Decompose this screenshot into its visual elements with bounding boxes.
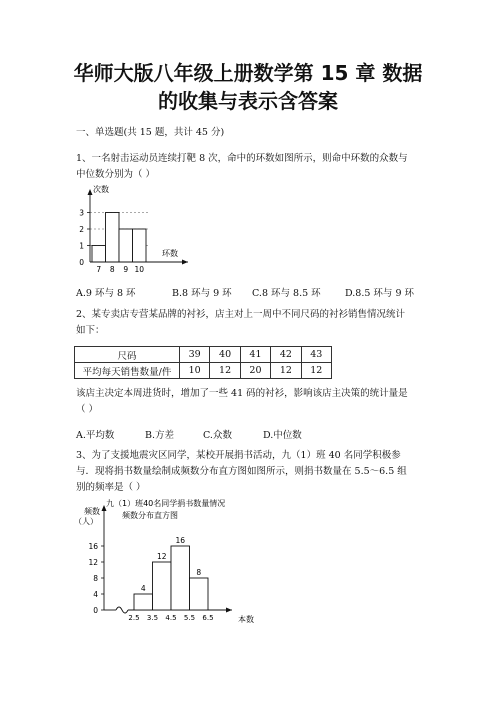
table-cell: 43 (301, 347, 331, 363)
bar (119, 229, 133, 262)
q1-bar-chart (66, 182, 196, 278)
y-tick-label: 0 (79, 258, 84, 267)
table-cell: 41 (240, 347, 270, 363)
bar-value-label: 16 (175, 536, 186, 545)
histogram-title-line1: 九（1）班40名同学捐书数量情况 (106, 499, 226, 508)
y-tick-label: 12 (88, 558, 98, 567)
y-axis-label: 频数 (84, 507, 100, 516)
table-cell: 12 (301, 363, 331, 379)
table-cell: 39 (180, 347, 210, 363)
table-cell: 平均每天销售数量/件 (75, 363, 180, 379)
y-tick-label: 16 (88, 542, 98, 551)
y-tick-label: 3 (79, 208, 84, 218)
q2-size-sales-table (74, 346, 332, 379)
q2-option-c[interactable]: C.众数 (203, 430, 232, 441)
q2-text-line2: 如下： (76, 325, 105, 336)
x-tick-label: 2.5 (128, 614, 140, 622)
table-cell: 20 (240, 363, 270, 379)
q1-text-line1: 1、一名射击运动员连续打靶 8 次，命中的环数如图所示，则命中环数的众数与 (76, 153, 408, 164)
q3-histogram (70, 494, 260, 628)
q1-option-d[interactable]: D.8.5 环与 9 环 (345, 288, 415, 299)
table-row (75, 363, 332, 379)
x-axis-label: 环数 (162, 249, 178, 258)
x-tick-label: 3.5 (146, 614, 159, 622)
bar (92, 246, 106, 263)
doc-title-line2: 的收集与表示含答案 (158, 89, 338, 113)
q3-text-line3: 别的频率是（ ） (76, 482, 146, 493)
y-axis-label: 次数 (93, 185, 109, 194)
q2-text-line1: 2、某专卖店专营某品牌的衬衫，店主对上一周中不同尺码的衬衫销售情况统计 (76, 309, 406, 320)
y-tick-label: 2 (79, 225, 84, 234)
x-axis-arrow (182, 260, 188, 265)
axis-break-mark (116, 607, 128, 613)
x-tick-label: 9 (123, 265, 129, 274)
table-cell: 12 (210, 363, 240, 379)
q3-text-line2: 与．现将捐书数量绘制成频数分布直方图如图所示，则捐书数量在 5.5～6.5 组 (76, 466, 407, 477)
q2-option-b[interactable]: B.方差 (145, 430, 175, 441)
q2-text-line4: （ ） (76, 404, 99, 415)
table-cell: 尺码 (75, 347, 180, 363)
y-tick-label: 0 (93, 606, 98, 615)
x-axis-label: 本数 (238, 615, 254, 624)
y-tick-label: 1 (79, 241, 84, 251)
table-cell: 40 (210, 347, 240, 363)
x-tick-label: 6.5 (202, 614, 214, 622)
histogram-bar (134, 594, 153, 610)
bar (106, 213, 120, 263)
histogram-bar (153, 562, 172, 610)
x-tick-label: 7 (96, 265, 102, 274)
x-tick-label: 4.5 (165, 614, 177, 622)
x-axis-arrow (226, 608, 232, 613)
histogram-bar (190, 578, 209, 610)
y-tick-label: 4 (93, 590, 98, 599)
x-tick-label: 5.5 (183, 614, 196, 622)
doc-title-line1: 华师大版八年级上册数学第 15 章 数据 (73, 61, 423, 85)
table-cell: 12 (271, 363, 301, 379)
q1-option-a[interactable]: A.9 环与 8 环 (76, 288, 136, 299)
y-axis-arrow (88, 189, 93, 195)
y-axis-unit-label: （人） (74, 517, 98, 526)
q2-option-a[interactable]: A.平均数 (76, 430, 115, 441)
q1-text-line2: 中位数分别为（ ） (76, 169, 156, 180)
table-cell: 42 (271, 347, 301, 363)
histogram-bar (171, 546, 190, 610)
table-cell: 10 (180, 363, 210, 379)
q1-option-b[interactable]: B.8 环与 9 环 (172, 288, 232, 299)
histogram-title-line2: 频数分布直方图 (122, 511, 178, 520)
q2-text-line3: 该店主决定本周进货时，增加了一些 41 码的衬衫，影响该店主决策的统计量是 (76, 388, 408, 399)
section-heading: 一、单选题(共 15 题，共计 45 分) (76, 127, 225, 138)
bar (133, 229, 147, 262)
q1-option-c[interactable]: C.8 环与 8.5 环 (252, 288, 321, 299)
q3-text-line1: 3、为了支援地震灾区同学，某校开展捐书活动，九（1）班 40 名同学积极参 (76, 450, 401, 461)
x-tick-label: 10 (134, 265, 145, 274)
table-row (75, 347, 332, 363)
bar-value-label: 12 (156, 552, 167, 561)
y-tick-label: 8 (93, 574, 98, 583)
bar-value-label: 8 (196, 568, 202, 577)
bar-value-label: 4 (140, 584, 146, 593)
x-tick-label: 8 (109, 265, 115, 274)
q2-option-d[interactable]: D.中位数 (263, 430, 302, 441)
